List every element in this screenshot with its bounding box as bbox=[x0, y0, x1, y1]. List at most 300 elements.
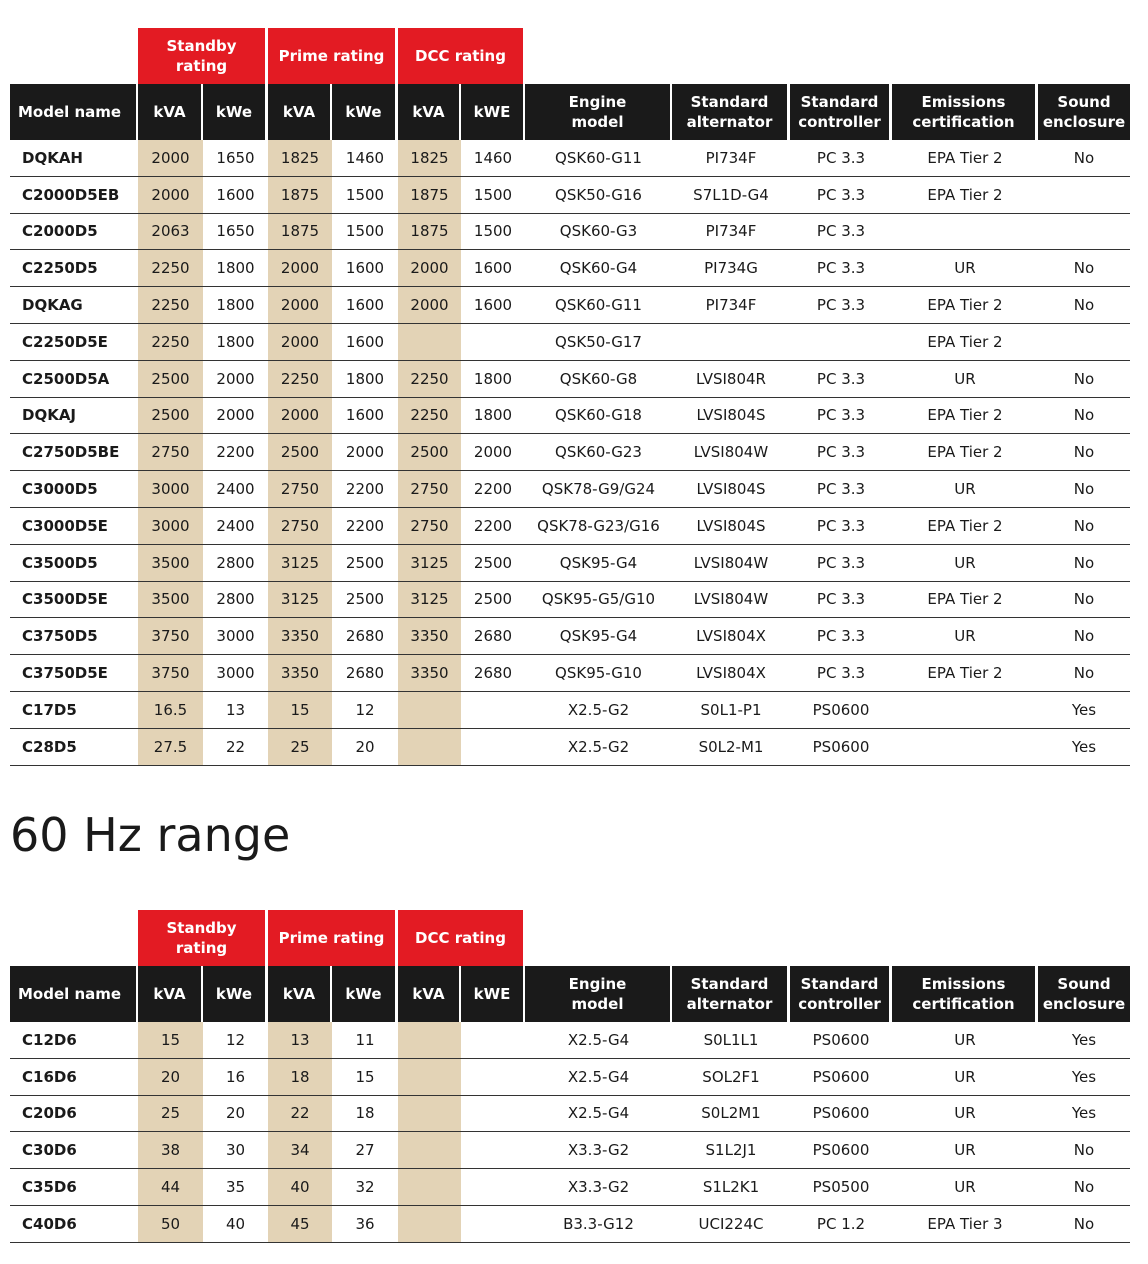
cell-standby-kwe: 1650 bbox=[216, 222, 255, 241]
col-standby-kwe: kWe bbox=[203, 84, 265, 140]
cell-emissions-certification: UR bbox=[954, 1104, 976, 1123]
cell-dcc-kwe bbox=[461, 692, 525, 728]
cell-emissions-certification: UR bbox=[954, 259, 976, 278]
cell-standby-kva: 3000 bbox=[138, 508, 203, 544]
cell-standard-controller: PC 3.3 bbox=[816, 553, 866, 572]
table-row bbox=[10, 250, 1130, 287]
cell-standby-kwe: 30 bbox=[225, 1141, 246, 1160]
table-row bbox=[10, 324, 1130, 361]
cell-engine-model: B3.3-G12 bbox=[563, 1214, 634, 1233]
column-header-row bbox=[10, 966, 1130, 1022]
table-row bbox=[10, 287, 1130, 324]
cell-dcc-kva: 3125 bbox=[398, 582, 461, 618]
cell-dcc-kwe: 1800 bbox=[473, 406, 513, 425]
cell-standby-kva: 27.5 bbox=[138, 729, 203, 765]
cell-prime-kwe: 1600 bbox=[345, 332, 385, 351]
cell-standard-alternator: LVSI804S bbox=[696, 406, 766, 425]
cell-standby-kwe: 1800 bbox=[216, 332, 255, 351]
cell-sound-enclosure: No bbox=[1073, 443, 1095, 462]
cell-standby-kva: 50 bbox=[138, 1206, 203, 1242]
cell-sound-enclosure: No bbox=[1073, 627, 1095, 646]
cell-prime-kva: 1875 bbox=[268, 214, 332, 250]
cell-model-name: C3500D5E bbox=[22, 590, 108, 609]
cell-model-name: C2000D5 bbox=[22, 222, 98, 241]
cell-standby-kva: 2250 bbox=[138, 250, 203, 286]
col-prime-kwe: kWe bbox=[332, 966, 395, 1022]
cell-engine-model: X2.5-G4 bbox=[567, 1030, 630, 1049]
cell-dcc-kwe bbox=[461, 1132, 525, 1168]
cell-standard-alternator: SOL2F1 bbox=[702, 1067, 760, 1086]
cell-dcc-kwe bbox=[461, 1169, 525, 1205]
cell-engine-model: QSK95-G4 bbox=[559, 553, 638, 572]
table-row bbox=[10, 692, 1130, 729]
cell-model-name: C12D6 bbox=[22, 1030, 77, 1049]
cell-prime-kwe: 32 bbox=[355, 1178, 375, 1197]
cell-standard-alternator: S0L1L1 bbox=[703, 1030, 759, 1049]
cell-model-name: C30D6 bbox=[22, 1141, 77, 1160]
cell-model-name: DQKAG bbox=[22, 296, 83, 315]
cell-standby-kva: 15 bbox=[138, 1022, 203, 1058]
cell-dcc-kwe: 2500 bbox=[473, 553, 513, 572]
cell-standard-alternator: LVSI804W bbox=[693, 590, 769, 609]
cell-standby-kva: 2000 bbox=[138, 140, 203, 176]
cell-emissions-certification: UR bbox=[954, 480, 976, 499]
cell-standby-kva: 2250 bbox=[138, 287, 203, 323]
cell-model-name: C2000D5EB bbox=[22, 185, 120, 204]
col-prime-kva: kVA bbox=[268, 966, 330, 1022]
cell-dcc-kwe bbox=[461, 1059, 525, 1095]
table-row bbox=[10, 729, 1130, 766]
cell-sound-enclosure: No bbox=[1073, 259, 1095, 278]
col-sound-enclosure: Sound enclosure bbox=[1038, 966, 1130, 1022]
standby-rating-group: Standby rating bbox=[138, 910, 265, 966]
table-body-60hz bbox=[10, 1022, 1130, 1243]
cell-sound-enclosure bbox=[1038, 214, 1130, 250]
cell-prime-kwe: 1600 bbox=[345, 296, 385, 315]
cell-sound-enclosure: Yes bbox=[1071, 700, 1097, 719]
cell-standard-controller: PC 3.3 bbox=[816, 516, 866, 535]
cell-emissions-certification: UR bbox=[954, 627, 976, 646]
col-standard-alternator: Standard alternator bbox=[672, 84, 787, 140]
cell-dcc-kwe: 1500 bbox=[473, 222, 513, 241]
cell-prime-kwe: 11 bbox=[355, 1030, 375, 1049]
cell-prime-kwe: 20 bbox=[355, 737, 375, 756]
cell-prime-kva: 40 bbox=[268, 1169, 332, 1205]
cell-dcc-kva: 2000 bbox=[398, 287, 461, 323]
cell-standard-controller: PC 3.3 bbox=[816, 480, 866, 499]
cell-dcc-kva bbox=[398, 1132, 461, 1168]
cell-standard-controller: PC 3.3 bbox=[816, 296, 866, 315]
section-title: 60 Hz range bbox=[10, 808, 291, 862]
cell-standby-kwe: 2200 bbox=[216, 443, 255, 462]
cell-sound-enclosure: No bbox=[1073, 1178, 1095, 1197]
cell-sound-enclosure: Yes bbox=[1071, 1104, 1097, 1123]
cell-prime-kva: 3350 bbox=[268, 655, 332, 691]
cell-standby-kva: 3500 bbox=[138, 582, 203, 618]
cell-dcc-kva: 2250 bbox=[398, 398, 461, 434]
cell-standby-kwe: 13 bbox=[225, 700, 246, 719]
standby-rating-group: Standby rating bbox=[138, 28, 265, 84]
dcc-rating-group: DCC rating bbox=[398, 910, 523, 966]
cell-sound-enclosure bbox=[1038, 324, 1130, 360]
cell-standard-alternator: LVSI804R bbox=[696, 369, 766, 388]
cell-standby-kwe: 3000 bbox=[216, 664, 255, 683]
col-dcc-kwe: kWE bbox=[461, 84, 523, 140]
cell-standby-kva: 3750 bbox=[138, 655, 203, 691]
cell-emissions-certification bbox=[892, 729, 1038, 765]
cell-standard-alternator: S0L2-M1 bbox=[698, 737, 764, 756]
column-header-row bbox=[10, 84, 1130, 140]
cell-prime-kwe: 1600 bbox=[345, 259, 385, 278]
col-emissions-certification: Emissions certification bbox=[892, 966, 1035, 1022]
cell-engine-model: X3.3-G2 bbox=[567, 1141, 630, 1160]
cell-standby-kva: 2750 bbox=[138, 434, 203, 470]
cell-prime-kwe: 1800 bbox=[345, 369, 385, 388]
col-standby-kva: kVA bbox=[138, 84, 201, 140]
cell-standby-kwe: 2400 bbox=[216, 516, 255, 535]
cell-standby-kva: 2063 bbox=[138, 214, 203, 250]
cell-standard-controller: PC 3.3 bbox=[816, 406, 866, 425]
cell-prime-kwe: 2680 bbox=[345, 627, 385, 646]
cell-model-name: C2750D5BE bbox=[22, 443, 120, 462]
cell-standby-kwe: 40 bbox=[225, 1214, 246, 1233]
table-row bbox=[10, 1206, 1130, 1243]
cell-standby-kwe: 2000 bbox=[216, 406, 255, 425]
cell-standard-controller: PS0600 bbox=[812, 1104, 870, 1123]
cell-standard-controller: PS0600 bbox=[812, 700, 870, 719]
cell-model-name: C16D6 bbox=[22, 1067, 77, 1086]
cell-model-name: C3000D5E bbox=[22, 516, 108, 535]
cell-dcc-kwe bbox=[461, 324, 525, 360]
cell-emissions-certification: EPA Tier 2 bbox=[927, 443, 1003, 462]
col-dcc-kwe: kWE bbox=[461, 966, 523, 1022]
cell-engine-model: QSK95-G5/G10 bbox=[541, 590, 656, 609]
cell-prime-kva: 45 bbox=[268, 1206, 332, 1242]
cell-prime-kva: 15 bbox=[268, 692, 332, 728]
cell-standard-controller: PC 3.3 bbox=[816, 443, 866, 462]
table-row bbox=[10, 1022, 1130, 1059]
cell-prime-kva: 2000 bbox=[268, 398, 332, 434]
cell-standby-kva: 20 bbox=[138, 1059, 203, 1095]
cell-prime-kwe: 1500 bbox=[345, 222, 385, 241]
cell-standard-alternator: PI734F bbox=[705, 296, 757, 315]
cell-emissions-certification: UR bbox=[954, 1030, 976, 1049]
cell-standard-controller: PC 3.3 bbox=[816, 590, 866, 609]
cell-dcc-kva: 3350 bbox=[398, 655, 461, 691]
cell-standard-controller: PS0600 bbox=[812, 1067, 870, 1086]
cell-prime-kva: 2000 bbox=[268, 324, 332, 360]
cell-standard-alternator: PI734F bbox=[705, 222, 757, 241]
cell-engine-model: QSK60-G11 bbox=[555, 148, 642, 167]
cell-standby-kva: 3750 bbox=[138, 618, 203, 654]
cell-engine-model: X2.5-G4 bbox=[567, 1067, 630, 1086]
cell-model-name: DQKAH bbox=[22, 148, 83, 167]
table-row bbox=[10, 508, 1130, 545]
cell-dcc-kva: 1875 bbox=[398, 177, 461, 213]
cell-emissions-certification: EPA Tier 2 bbox=[927, 296, 1003, 315]
col-dcc-kva: kVA bbox=[398, 84, 459, 140]
cell-dcc-kwe bbox=[461, 729, 525, 765]
cell-standard-controller: PC 1.2 bbox=[816, 1214, 866, 1233]
cell-standard-alternator: S0L2M1 bbox=[701, 1104, 761, 1123]
cell-emissions-certification: EPA Tier 3 bbox=[927, 1214, 1003, 1233]
cell-dcc-kva bbox=[398, 1096, 461, 1132]
cell-prime-kwe: 36 bbox=[355, 1214, 375, 1233]
cell-standard-controller: PC 3.3 bbox=[816, 369, 866, 388]
cell-sound-enclosure: No bbox=[1073, 369, 1095, 388]
cell-dcc-kva: 3350 bbox=[398, 618, 461, 654]
cell-standby-kwe: 2800 bbox=[216, 553, 255, 572]
col-model-name: Model name bbox=[10, 966, 136, 1022]
cell-model-name: C3750D5 bbox=[22, 627, 98, 646]
table-row bbox=[10, 177, 1130, 214]
table-row bbox=[10, 398, 1130, 435]
cell-standby-kwe: 1800 bbox=[216, 296, 255, 315]
cell-prime-kwe: 2000 bbox=[345, 443, 385, 462]
cell-sound-enclosure: No bbox=[1073, 480, 1095, 499]
cell-dcc-kva bbox=[398, 324, 461, 360]
cell-prime-kwe: 12 bbox=[355, 700, 375, 719]
col-prime-kva: kVA bbox=[268, 84, 330, 140]
cell-prime-kwe: 2200 bbox=[345, 480, 385, 499]
cell-standby-kwe: 22 bbox=[225, 737, 246, 756]
cell-standard-alternator: PI734F bbox=[705, 148, 757, 167]
cell-engine-model: QSK95-G4 bbox=[559, 627, 638, 646]
table-row bbox=[10, 655, 1130, 692]
cell-standby-kwe: 1650 bbox=[216, 148, 255, 167]
cell-prime-kva: 3350 bbox=[268, 618, 332, 654]
cell-engine-model: QSK60-G18 bbox=[555, 406, 642, 425]
cell-standard-alternator: UCI224C bbox=[698, 1214, 764, 1233]
cell-dcc-kva bbox=[398, 1022, 461, 1058]
cell-model-name: C3000D5 bbox=[22, 480, 98, 499]
cell-model-name: C2250D5E bbox=[22, 332, 108, 351]
cell-standard-controller: PS0600 bbox=[812, 1141, 870, 1160]
cell-standby-kva: 3500 bbox=[138, 545, 203, 581]
cell-emissions-certification: UR bbox=[954, 553, 976, 572]
cell-standard-controller: PC 3.3 bbox=[816, 664, 866, 683]
cell-dcc-kva: 1875 bbox=[398, 214, 461, 250]
cell-sound-enclosure: No bbox=[1073, 148, 1095, 167]
col-model-name: Model name bbox=[10, 84, 136, 140]
cell-standard-alternator: S1L2J1 bbox=[705, 1141, 757, 1160]
cell-standard-controller: PS0600 bbox=[812, 737, 870, 756]
col-standard-alternator: Standard alternator bbox=[672, 966, 787, 1022]
cell-emissions-certification: EPA Tier 2 bbox=[927, 406, 1003, 425]
cell-prime-kwe: 2680 bbox=[345, 664, 385, 683]
cell-sound-enclosure: No bbox=[1073, 406, 1095, 425]
cell-standard-controller bbox=[790, 324, 892, 360]
cell-standard-alternator: LVSI804X bbox=[696, 627, 766, 646]
cell-prime-kwe: 2500 bbox=[345, 590, 385, 609]
cell-dcc-kva bbox=[398, 1206, 461, 1242]
cell-standard-controller: PC 3.3 bbox=[816, 627, 866, 646]
cell-prime-kva: 3125 bbox=[268, 545, 332, 581]
cell-dcc-kwe: 2680 bbox=[473, 664, 513, 683]
cell-standby-kva: 2000 bbox=[138, 177, 203, 213]
cell-emissions-certification: UR bbox=[954, 1141, 976, 1160]
cell-dcc-kva bbox=[398, 692, 461, 728]
cell-dcc-kwe: 1600 bbox=[473, 259, 513, 278]
cell-prime-kva: 18 bbox=[268, 1059, 332, 1095]
cell-standby-kwe: 1800 bbox=[216, 259, 255, 278]
table-row bbox=[10, 1169, 1130, 1206]
cell-engine-model: QSK60-G23 bbox=[555, 443, 642, 462]
table-body-50hz bbox=[10, 140, 1130, 766]
cell-engine-model: X2.5-G4 bbox=[567, 1104, 630, 1123]
cell-standard-alternator: S0L1-P1 bbox=[700, 700, 762, 719]
cell-standby-kva: 44 bbox=[138, 1169, 203, 1205]
cell-prime-kva: 25 bbox=[268, 729, 332, 765]
cell-dcc-kva bbox=[398, 729, 461, 765]
col-emissions-certification: Emissions certification bbox=[892, 84, 1035, 140]
cell-emissions-certification bbox=[892, 214, 1038, 250]
cell-prime-kva: 2750 bbox=[268, 508, 332, 544]
cell-standard-alternator: LVSI804S bbox=[696, 480, 766, 499]
cell-dcc-kwe bbox=[461, 1096, 525, 1132]
cell-standby-kwe: 12 bbox=[225, 1030, 246, 1049]
cell-standard-alternator: PI734G bbox=[704, 259, 758, 278]
cell-standby-kwe: 2800 bbox=[216, 590, 255, 609]
cell-standard-alternator: LVSI804X bbox=[696, 664, 766, 683]
cell-model-name: C35D6 bbox=[22, 1178, 77, 1197]
cell-model-name: C17D5 bbox=[22, 700, 77, 719]
cell-prime-kwe: 1600 bbox=[345, 406, 385, 425]
table-row bbox=[10, 214, 1130, 251]
cell-dcc-kwe: 1460 bbox=[473, 148, 513, 167]
cell-standby-kwe: 16 bbox=[225, 1067, 246, 1086]
table-row bbox=[10, 545, 1130, 582]
cell-prime-kva: 1825 bbox=[268, 140, 332, 176]
cell-dcc-kwe: 1600 bbox=[473, 296, 513, 315]
prime-rating-group: Prime rating bbox=[268, 28, 395, 84]
col-standby-kva: kVA bbox=[138, 966, 201, 1022]
cell-prime-kva: 13 bbox=[268, 1022, 332, 1058]
cell-dcc-kwe: 1800 bbox=[473, 369, 513, 388]
col-engine-model: Engine model bbox=[525, 966, 670, 1022]
table-row bbox=[10, 140, 1130, 177]
cell-sound-enclosure: No bbox=[1073, 1141, 1095, 1160]
cell-engine-model: QSK50-G16 bbox=[555, 185, 642, 204]
cell-prime-kwe: 2200 bbox=[345, 516, 385, 535]
table-row bbox=[10, 1059, 1130, 1096]
cell-engine-model: QSK60-G4 bbox=[559, 259, 638, 278]
cell-standard-controller: PC 3.3 bbox=[816, 222, 866, 241]
cell-dcc-kwe: 1500 bbox=[473, 185, 513, 204]
cell-emissions-certification: EPA Tier 2 bbox=[927, 664, 1003, 683]
cell-prime-kva: 2500 bbox=[268, 434, 332, 470]
cell-prime-kwe: 1460 bbox=[345, 148, 385, 167]
col-standard-controller: Standard controller bbox=[790, 84, 889, 140]
cell-standard-alternator: LVSI804S bbox=[696, 516, 766, 535]
cell-engine-model: X2.5-G2 bbox=[567, 700, 630, 719]
cell-dcc-kva bbox=[398, 1169, 461, 1205]
cell-dcc-kwe: 2680 bbox=[473, 627, 513, 646]
cell-prime-kwe: 2500 bbox=[345, 553, 385, 572]
cell-dcc-kwe bbox=[461, 1022, 525, 1058]
cell-dcc-kwe bbox=[461, 1206, 525, 1242]
cell-engine-model: QSK60-G11 bbox=[555, 296, 642, 315]
table-50hz bbox=[10, 28, 1130, 766]
cell-sound-enclosure: Yes bbox=[1071, 737, 1097, 756]
cell-standby-kwe: 2000 bbox=[216, 369, 255, 388]
cell-emissions-certification: EPA Tier 2 bbox=[927, 516, 1003, 535]
cell-prime-kva: 1875 bbox=[268, 177, 332, 213]
group-header-row bbox=[10, 28, 1130, 84]
cell-standby-kva: 16.5 bbox=[138, 692, 203, 728]
cell-standard-controller: PC 3.3 bbox=[816, 148, 866, 167]
cell-dcc-kva: 2000 bbox=[398, 250, 461, 286]
cell-dcc-kva bbox=[398, 1059, 461, 1095]
cell-prime-kwe: 15 bbox=[355, 1067, 375, 1086]
table-row bbox=[10, 618, 1130, 655]
cell-dcc-kwe: 2500 bbox=[473, 590, 513, 609]
cell-prime-kva: 22 bbox=[268, 1096, 332, 1132]
cell-emissions-certification: UR bbox=[954, 1067, 976, 1086]
table-row bbox=[10, 1132, 1130, 1169]
cell-standard-alternator: S7L1D-G4 bbox=[693, 185, 769, 204]
cell-engine-model: QSK60-G8 bbox=[559, 369, 638, 388]
cell-prime-kva: 34 bbox=[268, 1132, 332, 1168]
cell-model-name: C3750D5E bbox=[22, 664, 108, 683]
cell-model-name: C3500D5 bbox=[22, 553, 98, 572]
cell-dcc-kwe: 2200 bbox=[473, 516, 513, 535]
cell-standard-controller: PC 3.3 bbox=[816, 185, 866, 204]
col-prime-kwe: kWe bbox=[332, 84, 395, 140]
cell-sound-enclosure: No bbox=[1073, 664, 1095, 683]
cell-standby-kwe: 20 bbox=[225, 1104, 246, 1123]
cell-standby-kva: 3000 bbox=[138, 471, 203, 507]
cell-sound-enclosure: No bbox=[1073, 553, 1095, 572]
cell-standard-alternator: LVSI804W bbox=[693, 443, 769, 462]
cell-standard-alternator: S1L2K1 bbox=[702, 1178, 760, 1197]
cell-prime-kwe: 18 bbox=[355, 1104, 375, 1123]
cell-prime-kva: 2750 bbox=[268, 471, 332, 507]
cell-standby-kva: 2500 bbox=[138, 398, 203, 434]
cell-standby-kwe: 3000 bbox=[216, 627, 255, 646]
cell-engine-model: X2.5-G2 bbox=[567, 737, 630, 756]
cell-sound-enclosure: No bbox=[1073, 1214, 1095, 1233]
cell-standard-alternator bbox=[672, 324, 790, 360]
cell-sound-enclosure: No bbox=[1073, 296, 1095, 315]
cell-engine-model: QSK50-G17 bbox=[555, 332, 642, 351]
table-row bbox=[10, 361, 1130, 398]
cell-emissions-certification: EPA Tier 2 bbox=[927, 332, 1003, 351]
col-standard-controller: Standard controller bbox=[790, 966, 889, 1022]
cell-model-name: C2500D5A bbox=[22, 369, 110, 388]
table-row bbox=[10, 434, 1130, 471]
cell-engine-model: QSK78-G9/G24 bbox=[541, 480, 656, 499]
cell-sound-enclosure: No bbox=[1073, 590, 1095, 609]
cell-model-name: C20D6 bbox=[22, 1104, 77, 1123]
cell-standby-kva: 38 bbox=[138, 1132, 203, 1168]
cell-standard-controller: PC 3.3 bbox=[816, 259, 866, 278]
cell-emissions-certification: UR bbox=[954, 369, 976, 388]
cell-standby-kwe: 35 bbox=[225, 1178, 246, 1197]
cell-dcc-kwe: 2000 bbox=[473, 443, 513, 462]
cell-dcc-kva: 2250 bbox=[398, 361, 461, 397]
cell-sound-enclosure: Yes bbox=[1071, 1030, 1097, 1049]
cell-standard-controller: PS0500 bbox=[812, 1178, 870, 1197]
cell-prime-kva: 2000 bbox=[268, 250, 332, 286]
cell-standard-alternator: LVSI804W bbox=[693, 553, 769, 572]
cell-dcc-kva: 2500 bbox=[398, 434, 461, 470]
cell-engine-model: QSK95-G10 bbox=[555, 664, 642, 683]
cell-emissions-certification: EPA Tier 2 bbox=[927, 185, 1003, 204]
table-row bbox=[10, 1096, 1130, 1133]
table-row bbox=[10, 471, 1130, 508]
cell-model-name: C2250D5 bbox=[22, 259, 98, 278]
